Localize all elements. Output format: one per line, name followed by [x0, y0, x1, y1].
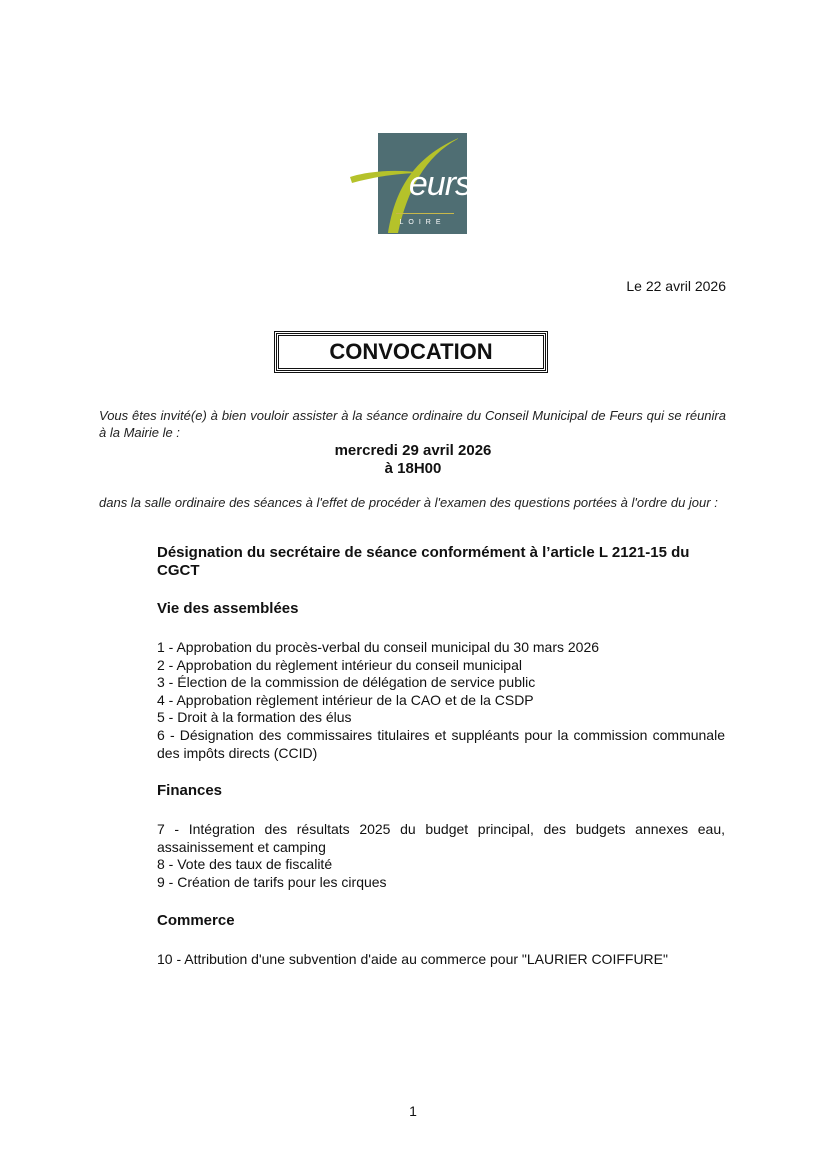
agenda-item: 3 - Élection de la commission de délégation de service public [157, 674, 536, 691]
agenda-item: 1 - Approbation du procès-verbal du conseil municipal du 30 mars 2026 [157, 639, 600, 655]
meeting-day: mercredi 29 avril 2026 [334, 442, 492, 459]
meeting-time: à 18H00 [384, 460, 442, 477]
page-number: 1 [409, 1103, 417, 1119]
agenda-item: 5 - Droit à la formation des élus [157, 709, 352, 726]
agenda-item: 6 - Désignation des commissaires titulaires et suppléants pour la commission communale des impôts directs (CCID) [157, 726, 725, 761]
feurs-logo [378, 133, 472, 234]
section-heading: Vie des assemblées [157, 600, 299, 617]
agenda-item: 9 - Création de tarifs pour les cirques [157, 873, 387, 890]
agenda-item: 4 - Approbation règlement intérieur de la CAO et de la CSDP [157, 691, 534, 708]
logo-word: eurs [392, 165, 472, 203]
agenda [157, 544, 725, 968]
document-date: Le 22 avril 2026 [626, 278, 726, 294]
page-title: CONVOCATION [329, 339, 493, 364]
agenda-item: 10 - Attribution d'une subvention d'aide au commerce pour "LAURIER COIFFURE" [157, 950, 668, 967]
section-heading: Commerce [157, 911, 235, 929]
section-heading: Finances [157, 782, 223, 800]
designation-heading: Désignation du secrétaire de séance conformément à l’article L 2121-15 du CGCT [157, 544, 690, 579]
location-text: dans la salle ordinaire des séances à l'effet de procéder à l'examen des questions portées à l'ordre du jour : [99, 495, 718, 510]
title-box [276, 333, 546, 371]
intro-text: Vous êtes invité(e) à bien vouloir assister à la séance ordinaire du Conseil Municipal de Feurs qui se réunira à la Mairie le : [99, 408, 726, 440]
agenda-item: 2 - Approbation du règlement intérieur du conseil municipal [157, 656, 522, 673]
agenda-item: 8 - Vote des taux de fiscalité [157, 856, 333, 873]
logo-region: LOIRE [399, 219, 446, 226]
agenda-item: 7 - Intégration des résultats 2025 du budget principal, des budgets annexes eau, assainissement et camping [157, 821, 725, 855]
